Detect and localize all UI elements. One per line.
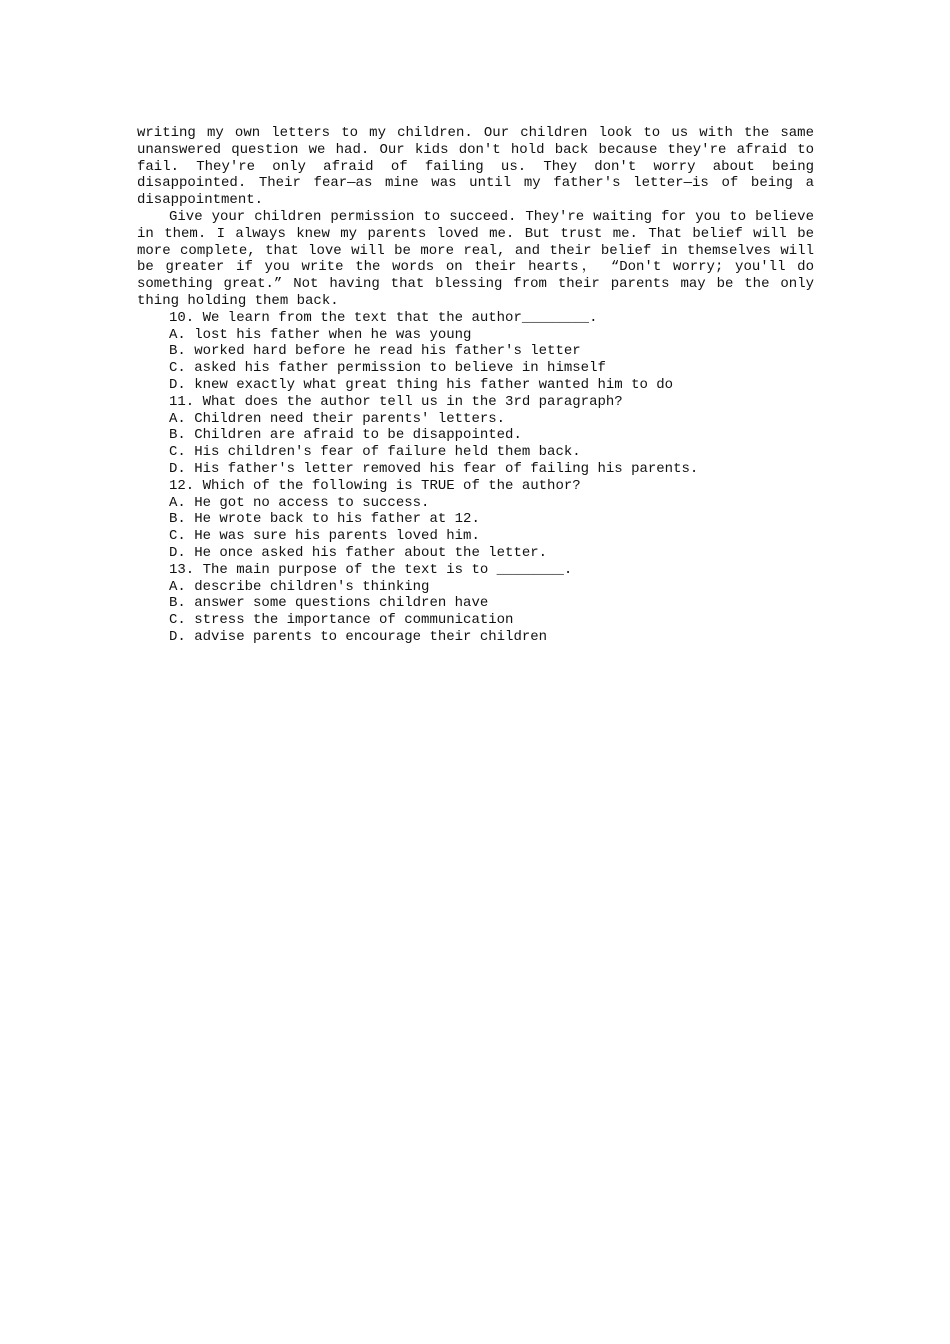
passage-paragraph-continued: writing my own letters to my children. Our children look to us with the same unanswered question we had. Our kids don't hold back because they're afraid to fail. They're only afraid of failing us. They don't worry about being disappointed. Their fear—as mine was until my father's letter—is of being a disappointment.	[137, 125, 814, 209]
answer-option-b: B. He wrote back to his father at 12.	[169, 511, 480, 528]
question-stem: 10. We learn from the text that the author________.	[169, 309, 598, 326]
question-stem: 12. Which of the following is TRUE of the author?	[169, 477, 581, 494]
answer-option-b: B. Children are afraid to be disappointed.	[169, 427, 522, 444]
question-12	[137, 478, 814, 562]
answer-option-b: B. worked hard before he read his father's letter	[169, 343, 581, 360]
question-stem: 11. What does the author tell us in the 3rd paragraph?	[169, 393, 623, 410]
answer-option-a: A. Children need their parents' letters.	[169, 410, 506, 427]
question-11	[137, 394, 814, 478]
answer-option-d: D. knew exactly what great thing his father wanted him to do	[169, 376, 674, 393]
answer-option-d: D. He once asked his father about the letter.	[169, 544, 548, 561]
answer-option-d: D. advise parents to encourage their children	[169, 628, 548, 645]
passage-paragraph: Give your children permission to succeed. They're waiting for you to believe in them. I always knew my parents loved me. But trust me. That belief will be more complete, that love will be more real, and their belief in themselves will be greater if you write the words on their hearts， “Don't worry; you'll do something great.” Not having that blessing from their parents may be the only thing holding them back.	[137, 208, 814, 309]
document-page	[137, 125, 814, 646]
answer-option-d: D. His father's letter removed his fear of failing his parents.	[169, 460, 699, 477]
answer-option-a: A. He got no access to success.	[169, 494, 430, 511]
question-10	[137, 310, 814, 394]
answer-option-c: C. He was sure his parents loved him.	[169, 528, 480, 545]
question-stem: 13. The main purpose of the text is to ________.	[169, 561, 573, 578]
answer-option-a: A. lost his father when he was young	[169, 326, 472, 343]
answer-option-b: B. answer some questions children have	[169, 595, 489, 612]
answer-option-a: A. describe children's thinking	[169, 578, 430, 595]
question-13	[137, 562, 814, 646]
answer-option-c: C. asked his father permission to believe in himself	[169, 360, 606, 377]
answer-option-c: C. His children's fear of failure held them back.	[169, 444, 581, 461]
answer-option-c: C. stress the importance of communication	[169, 612, 514, 629]
